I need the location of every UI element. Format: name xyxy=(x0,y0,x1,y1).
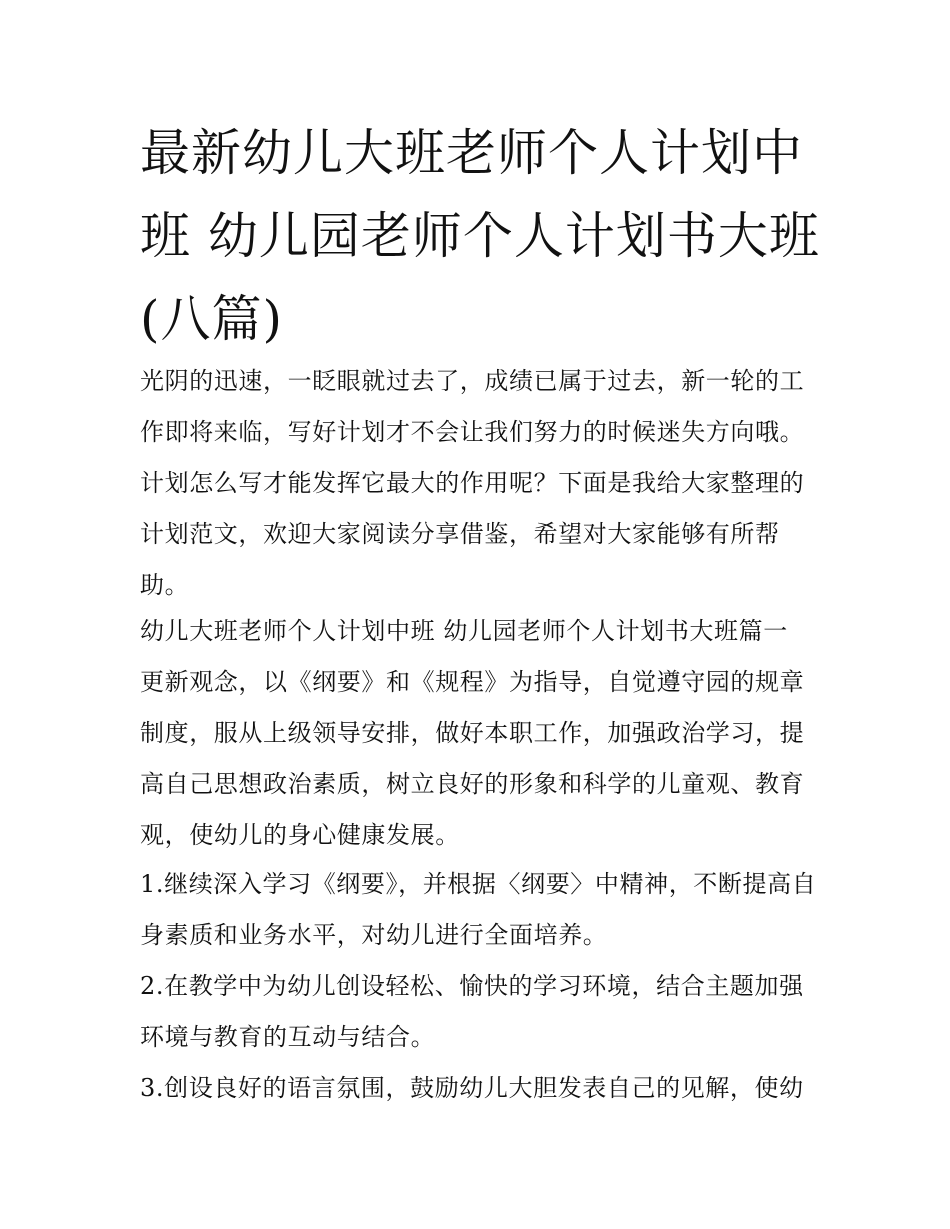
list-item: 3.创设良好的语言氛围，鼓励幼儿大胆发表自己的见解，使幼 xyxy=(140,1074,804,1102)
document-title: 最新幼儿大班老师个人计划中班 幼儿园老师个人计划书大班(八篇) xyxy=(140,124,820,348)
intro-paragraph: 光阴的迅速，一眨眼就过去了，成绩已属于过去，新一轮的工作即将来临，写好计划才不会让我们努力的时候迷失方向哦。计划怎么写才能发挥它最大的作用呢？下面是我给大家整理的计划范文，欢迎大家阅读分享借鉴，希望对大家能够有所帮助。 xyxy=(140,367,805,599)
section-paragraph: 更新观念，以《纲要》和《规程》为指导，自觉遵守园的规章制度，服从上级领导安排，做好本职工作，加强政治学习，提高自己思想政治素质，树立良好的形象和科学的儿童观、教育观，使幼儿的身心健康发展。 xyxy=(140,668,805,849)
section-heading: 幼儿大班老师个人计划中班 幼儿园老师个人计划书大班篇一 xyxy=(140,617,788,645)
list-item: 2.在教学中为幼儿创设轻松、愉快的学习环境，结合主题加强环境与教育的互动与结合。 xyxy=(140,972,804,1051)
list-item: 1.继续深入学习《纲要》，并根据〈纲要〉中精神，不断提高自身素质和业务水平，对幼儿进行全面培养。 xyxy=(140,870,817,949)
